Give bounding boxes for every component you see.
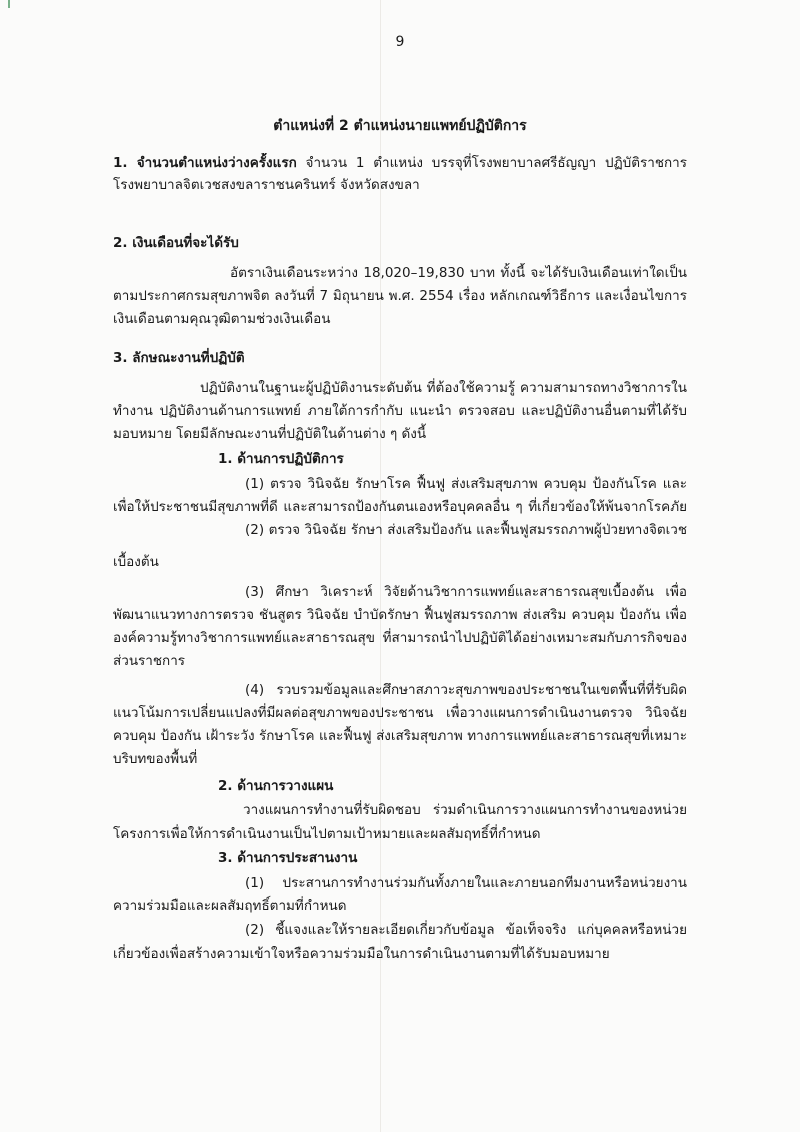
subsection-1-line: (2) ตรวจ วินิจฉัย รักษา ส่งเสริมป้องกัน และฟื้นฟูสมรรถภาพผู้ป่วยทางจิตเวช [245,522,687,538]
section-3-heading: 3. ลักษณะงานที่ปฏิบัติ [113,350,245,366]
section-2-line: อัตราเงินเดือนระหว่าง 18,020–19,830 บาท ทั้งนี้ จะได้รับเงินเดือนเท่าใดเป็น [230,265,687,281]
subsection-1-line: (4) รวบรวมข้อมูลและศึกษาสภาวะสุขภาพของประชาชนในเขตพื้นที่ที่รับผิด [245,682,687,698]
section-3-line: ปฏิบัติงานในฐานะผู้ปฏิบัติงานระดับต้น ที่ต้องใช้ความรู้ ความสามารถทางวิชาการใน [200,380,687,396]
subsection-1-line: (3) ศึกษา วิเคราะห์ วิจัยด้านวิชาการแพทย์และสาธารณสุขเบื้องต้น เพื่อ [245,584,687,600]
page-number: 9 [395,34,405,50]
section-3-line: มอบหมาย โดยมีลักษณะงานที่ปฏิบัติในด้านต่าง ๆ ดังนี้ [113,426,427,442]
section-1-line: โรงพยาบาลจิตเวชสงขลาราชนครินทร์ จังหวัดสงขลา [113,177,420,193]
subsection-2-line: วางแผนการทำงานที่รับผิดชอบ ร่วมดำเนินการวางแผนการทำงานของหน่วย [243,802,687,818]
subsection-1-line: พัฒนาแนวทางการตรวจ ชันสูตร วินิจฉัย บำบัดรักษา ฟื้นฟูสมรรถภาพ ส่งเสริม ควบคุม ป้องกัน เพื่อ [113,607,687,623]
subsection-3-line: เกี่ยวข้องเพื่อสร้างความเข้าใจหรือความร่วมมือในการดำเนินงานตามที่ได้รับมอบหมาย [113,946,610,962]
section-2-line: เงินเดือนตามคุณวุฒิตามช่วงเงินเดือน [113,311,331,327]
section-2-line: ตามประกาศกรมสุขภาพจิต ลงวันที่ 7 มิถุนายน พ.ศ. 2554 เรื่อง หลักเกณฑ์วิธีการ และเงื่อนไขการ [113,288,687,304]
subsection-1-heading: 1. ด้านการปฏิบัติการ [218,451,344,467]
subsection-3-line: (1) ประสานการทำงานร่วมกันทั้งภายในและภายนอกทีมงานหรือหน่วยงาน [245,875,687,891]
section-1-text: จำนวน 1 ตำแหน่ง บรรจุที่โรงพยาบาลศรีธัญญา ปฏิบัติราชการ [296,155,687,171]
subsection-1-line: เบื้องต้น [113,554,159,570]
section-1-line [113,153,687,173]
subsection-1-line: ควบคุม ป้องกัน เฝ้าระวัง รักษาโรค และฟื้นฟู ส่งเสริมสุขภาพ ทางการแพทย์และสาธารณสุขที่เหมาะ [113,728,687,744]
section-3-line: ทำงาน ปฏิบัติงานด้านการแพทย์ ภายใต้การกำกับ แนะนำ ตรวจสอบ และปฏิบัติงานอื่นตามที่ได้รับ [113,403,687,419]
subsection-1-line: ส่วนราชการ [113,653,186,669]
subsection-3-line: (2) ชี้แจงและให้รายละเอียดเกี่ยวกับข้อมูล ข้อเท็จจริง แก่บุคคลหรือหน่วย [245,922,687,938]
subsection-1-line: เพื่อให้ประชาชนมีสุขภาพที่ดี และสามารถป้องกันตนเองหรือบุคคลอื่น ๆ ที่เกี่ยวข้องให้พ้นจากโรคภัย [113,499,687,515]
section-1-heading: 1. จำนวนตำแหน่งว่างครั้งแรก [113,155,297,171]
subsection-1-line: องค์ความรู้ทางวิชาการแพทย์และสาธารณสุข ที่สามารถนำไปปฏิบัติได้อย่างเหมาะสมกับภารกิจของ [113,630,687,646]
page-title: ตำแหน่งที่ 2 ตำแหน่งนายแพทย์ปฏิบัติการ [273,118,527,134]
subsection-2-line: โครงการเพื่อให้การดำเนินงานเป็นไปตามเป้าหมายและผลสัมฤทธิ์ที่กำหนด [113,826,541,842]
subsection-2-heading: 2. ด้านการวางแผน [218,778,334,794]
subsection-1-line: แนวโน้มการเปลี่ยนแปลงที่มีผลต่อสุขภาพของประชาชน เพื่อวางแผนการดำเนินงานตรวจ วินิจฉัย [113,705,687,721]
subsection-1-line: (1) ตรวจ วินิจฉัย รักษาโรค ฟื้นฟู ส่งเสริมสุขภาพ ควบคุม ป้องกันโรค และ [245,476,687,492]
subsection-1-line: บริบทของพื้นที่ [113,751,198,767]
subsection-3-heading: 3. ด้านการประสานงาน [218,850,358,866]
section-2-heading: 2. เงินเดือนที่จะได้รับ [113,235,239,251]
scan-edge-mark [8,0,10,8]
subsection-3-line: ความร่วมมือและผลสัมฤทธิ์ตามที่กำหนด [113,898,347,914]
